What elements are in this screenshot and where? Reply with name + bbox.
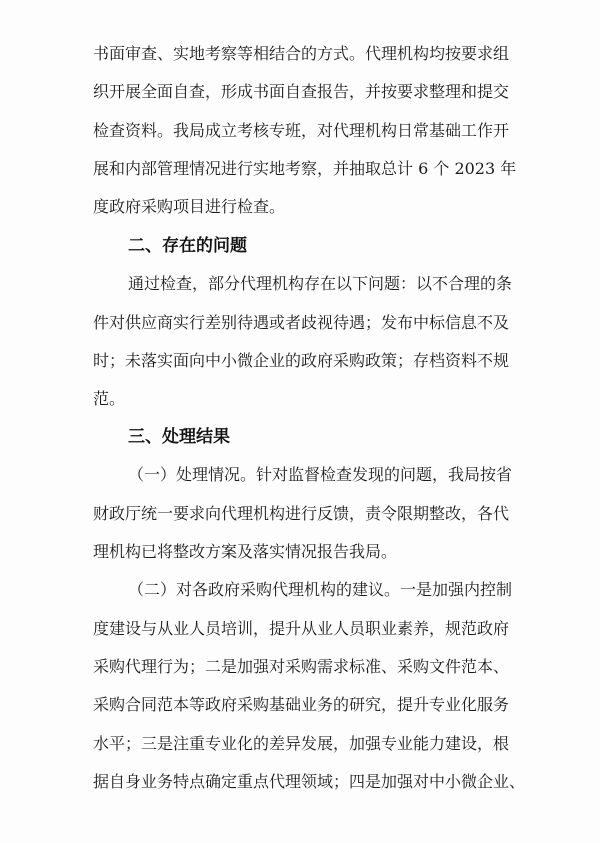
- paragraph-1-line-5: 度政府采购项目进行检查。: [93, 197, 286, 216]
- section-2-line-2: 件对供应商实行差别待遇或者歧视待遇；发布中标信息不及: [93, 313, 510, 332]
- section-3-sub-2-line-3: 采购代理行为；二是加强对采购需求标准、采购文件范本、: [93, 657, 510, 676]
- section-3-sub-1-line-2: 财政厅统一要求向代理机构进行反馈，责令限期整改，各代: [93, 504, 510, 523]
- section-2-heading: 二、存在的问题: [128, 236, 247, 256]
- section-2-line-3: 时；未落实面向中小微企业的政府采购政策；存档资料不规: [93, 351, 510, 370]
- paragraph-1-line-4: 展和内部管理情况进行实地考察，并抽取总计 6 个 2023 年: [93, 159, 517, 178]
- paragraph-1-line-1: 书面审查、实地考察等相结合的方式。代理机构均按要求组: [93, 44, 510, 63]
- section-3-heading: 三、处理结果: [128, 427, 230, 447]
- paragraph-1-line-3: 检查资料。我局成立考核专班，对代理机构日常基础工作开: [93, 121, 510, 140]
- section-3-sub-2-line-4: 采购合同范本等政府采购基础业务的研究，提升专业化服务: [93, 695, 510, 714]
- section-3-sub-1-line-1: （一）处理情况。针对监督检查发现的问题，我局按省: [128, 465, 513, 484]
- section-3-sub-2-line-2: 度建设与从业人员培训，提升从业人员职业素养，规范政府: [93, 619, 510, 638]
- section-3-sub-2-line-6: 据自身业务特点确定重点代理领域；四是加强对中小微企业、: [93, 772, 526, 791]
- section-2-line-4: 范。: [93, 389, 126, 408]
- section-3-sub-2-line-5: 水平；三是注重专业化的差异发展，加强专业能力建设，根: [93, 734, 510, 753]
- section-3-sub-1-line-3: 理机构已将整改方案及落实情况报告我局。: [93, 542, 398, 561]
- section-2-line-1: 通过检查，部分代理机构存在以下问题：以不合理的条: [128, 274, 513, 293]
- paragraph-1-line-2: 织开展全面自查，形成书面自查报告，并按要求整理和提交: [93, 82, 510, 101]
- section-3-sub-2-line-1: （二）对各政府采购代理机构的建议。一是加强内控制: [128, 580, 513, 599]
